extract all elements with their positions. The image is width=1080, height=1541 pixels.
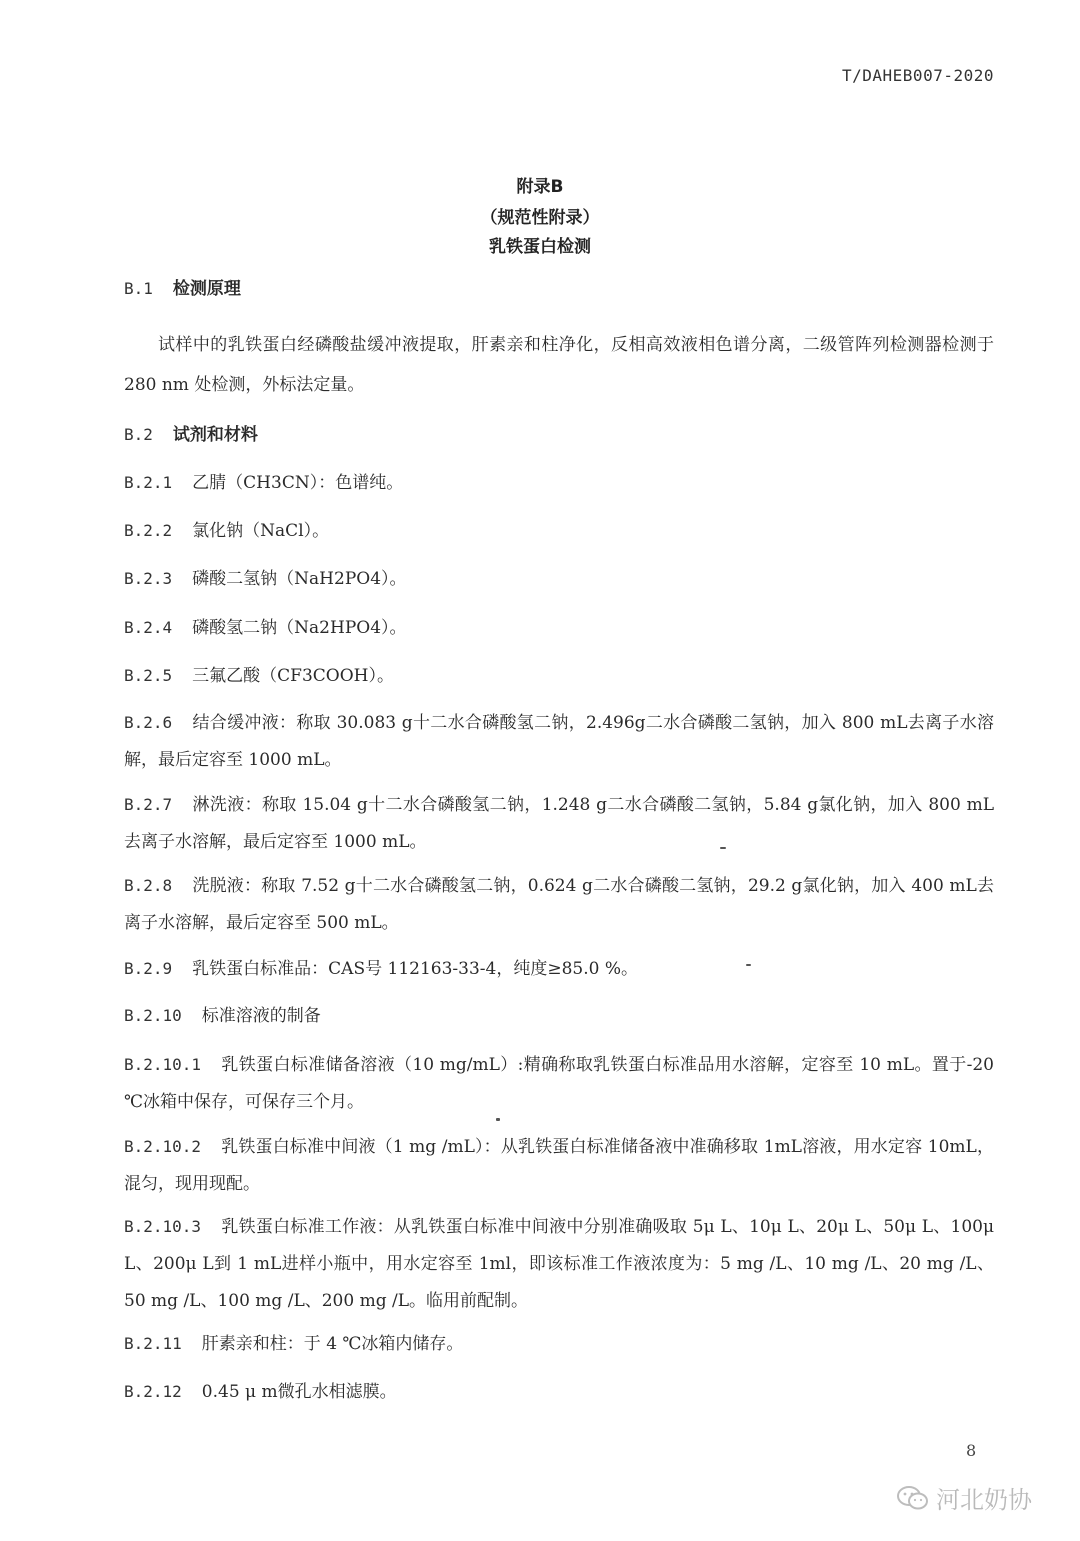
item-b2-9 bbox=[124, 958, 994, 980]
wechat-icon bbox=[896, 1485, 930, 1511]
item-b2-5 bbox=[124, 665, 994, 687]
appendix-type: （规范性附录） bbox=[480, 208, 600, 228]
item-text: 淋洗液：称取 15.04 g十二水合磷酸氢二钠，1.248 g二水合磷酸二氢钠，5.84 g氯化钠，加入 800 mL去离子水溶解，最后定容至 1000 mL。 bbox=[124, 795, 994, 852]
item-text: 乳铁蛋白标准品：CAS号 112163-33-4，纯度≥85.0 %。 bbox=[192, 959, 638, 979]
scan-speck bbox=[746, 964, 751, 966]
item-b2-11 bbox=[124, 1333, 994, 1355]
item-number: B.2.9 bbox=[124, 959, 173, 978]
item-text: 磷酸二氢钠（NaH2PO4）。 bbox=[192, 569, 407, 589]
item-number: B.2.2 bbox=[124, 521, 173, 540]
item-b2-10 bbox=[124, 1005, 994, 1027]
scan-speck bbox=[720, 847, 726, 849]
item-number: B.2.7 bbox=[124, 795, 173, 814]
item-number: B.2.10.1 bbox=[124, 1055, 202, 1074]
item-b2-3 bbox=[124, 568, 994, 590]
item-number: B.2.3 bbox=[124, 569, 173, 588]
item-b2-12 bbox=[124, 1381, 994, 1403]
watermark-text: 河北奶协 bbox=[936, 1486, 1032, 1514]
item-text: 氯化钠（NaCl）。 bbox=[192, 521, 330, 541]
item-text: 肝素亲和柱：于 4 ℃冰箱内储存。 bbox=[201, 1334, 464, 1354]
item-number: B.2.10 bbox=[124, 1006, 182, 1025]
scan-speck bbox=[496, 1118, 500, 1121]
item-number: B.2.8 bbox=[124, 876, 173, 895]
appendix-title: 附录B bbox=[516, 177, 564, 197]
section-title: 试剂和材料 bbox=[172, 425, 258, 445]
item-number: B.2.6 bbox=[124, 713, 173, 732]
item-b2-8 bbox=[124, 867, 994, 942]
item-text: 磷酸氢二钠（Na2HPO4）。 bbox=[192, 618, 407, 638]
item-b2-1 bbox=[124, 472, 994, 494]
document-code: T/DAHEB007-2020 bbox=[842, 66, 994, 85]
item-text: 结合缓冲液：称取 30.083 g十二水合磷酸氢二钠，2.496g二水合磷酸二氢钠，加入 800 mL去离子水溶解，最后定容至 1000 mL。 bbox=[124, 713, 994, 770]
appendix-name: 乳铁蛋白检测 bbox=[489, 237, 591, 257]
watermark bbox=[896, 1480, 1032, 1515]
item-text: 标准溶液的制备 bbox=[201, 1006, 321, 1026]
item-text: 0.45 μ m微孔水相滤膜。 bbox=[201, 1382, 397, 1402]
item-b2-7 bbox=[124, 786, 994, 861]
item-b2-6 bbox=[124, 704, 994, 779]
section-number: B.1 bbox=[124, 279, 153, 298]
item-text: 乳铁蛋白标准中间液（1 mg /mL）：从乳铁蛋白标准储备液中准确移取 1mL溶液，用水定容 10mL，混匀，现用现配。 bbox=[124, 1137, 994, 1194]
item-number: B.2.1 bbox=[124, 473, 173, 492]
item-b2-10-2 bbox=[124, 1128, 994, 1203]
section-b1-heading bbox=[124, 278, 994, 300]
item-text: 乳铁蛋白标准工作液：从乳铁蛋白标准中间液中分别准确吸取 5μ L、10μ L、20μ L、50μ L、100μ L、200μ L到 1 mL进样小瓶中，用水定容至 1ml，即该标准工作液浓度为：5 mg /L、10 mg /L、20 mg /L、50 mg /L、100 mg /L、200 mg /L。临用前配制。 bbox=[124, 1217, 994, 1311]
item-number: B.2.10.3 bbox=[124, 1217, 202, 1236]
item-number: B.2.11 bbox=[124, 1334, 182, 1353]
section-b1-text: 试样中的乳铁蛋白经磷酸盐缓冲液提取，肝素亲和柱净化，反相高效液相色谱分离，二级管阵列检测器检测于 280 nm 处检测，外标法定量。 bbox=[124, 335, 994, 395]
item-b2-4 bbox=[124, 617, 994, 639]
section-number: B.2 bbox=[124, 425, 153, 444]
item-number: B.2.5 bbox=[124, 666, 173, 685]
item-text: 洗脱液：称取 7.52 g十二水合磷酸氢二钠，0.624 g二水合磷酸二氢钠，29.2 g氯化钠，加入 400 mL去离子水溶解，最后定容至 500 mL。 bbox=[124, 876, 994, 933]
item-text: 乙腈（CH3CN）：色谱纯。 bbox=[192, 473, 404, 493]
item-b2-10-3 bbox=[124, 1208, 994, 1320]
item-b2-10-1 bbox=[124, 1046, 994, 1121]
item-number: B.2.10.2 bbox=[124, 1137, 202, 1156]
page-number: 8 bbox=[966, 1441, 977, 1460]
item-text: 三氟乙酸（CF3COOH）。 bbox=[192, 666, 394, 686]
item-b2-2 bbox=[124, 520, 994, 542]
item-number: B.2.4 bbox=[124, 618, 173, 637]
section-b2-heading bbox=[124, 424, 994, 446]
section-title: 检测原理 bbox=[172, 279, 241, 299]
item-text: 乳铁蛋白标准储备溶液（10 mg/mL）:精确称取乳铁蛋白标准品用水溶解，定容至 10 mL。置于-20 ℃冰箱中保存，可保存三个月。 bbox=[124, 1055, 994, 1112]
item-number: B.2.12 bbox=[124, 1382, 182, 1401]
